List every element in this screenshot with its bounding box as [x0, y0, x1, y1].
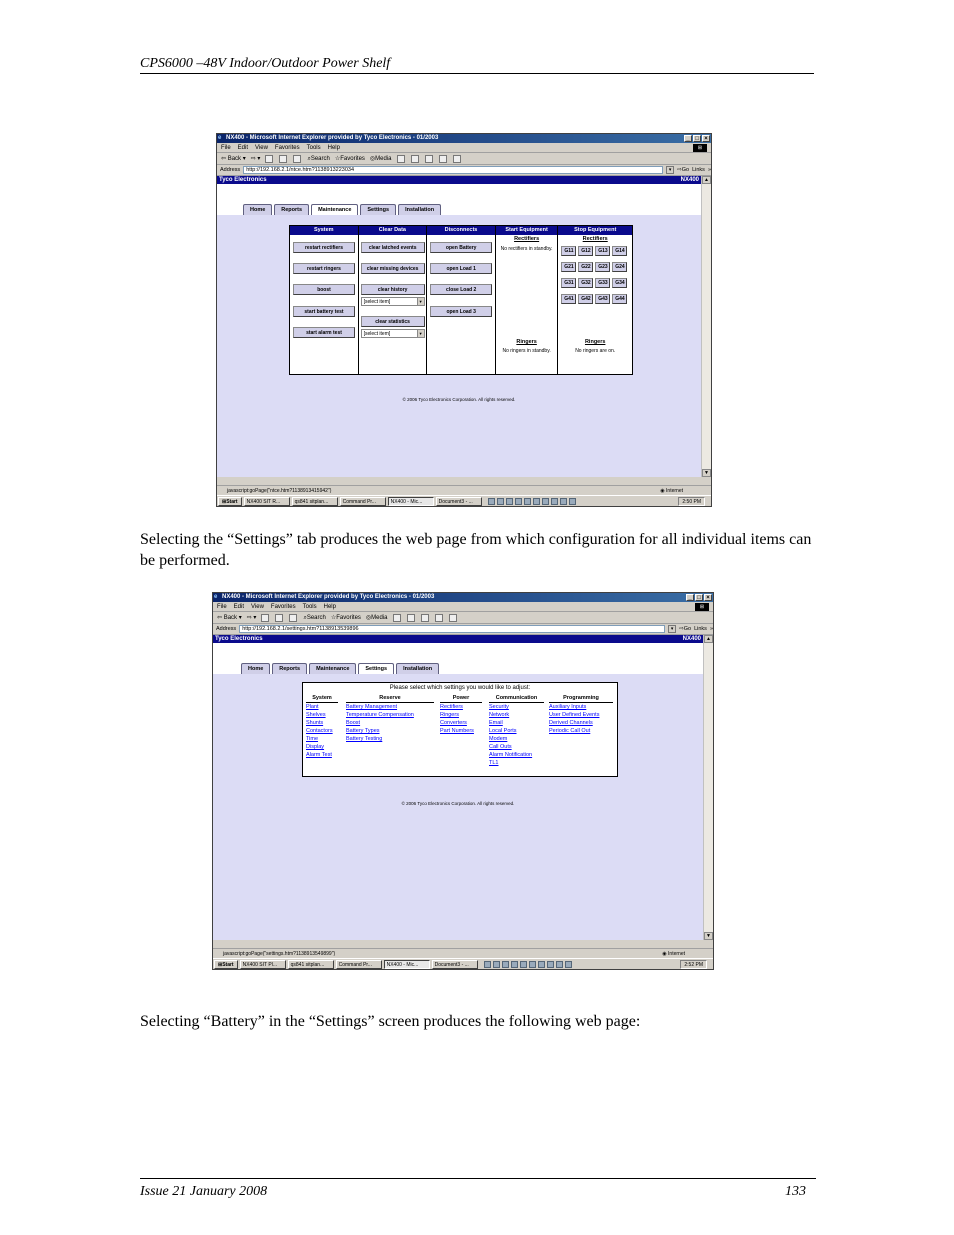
discuss-icon[interactable] [449, 614, 457, 622]
app-icon[interactable] [502, 961, 509, 968]
disconnects-column [427, 226, 496, 374]
nav-tabs [241, 663, 439, 674]
ringers-label: Ringers [584, 339, 606, 345]
taskbar-item[interactable]: NX400 SIT R... [244, 497, 290, 506]
copyright-text: © 2006 Tyco Electronics Corporation. All rights reserved. [402, 397, 516, 402]
app-icon[interactable] [551, 498, 558, 505]
restart-ringers-button[interactable]: restart ringers [293, 263, 355, 274]
refresh-icon[interactable] [275, 614, 283, 622]
scroll-up-icon[interactable]: ▲ [702, 176, 711, 184]
page-number: 133 [785, 1184, 806, 1199]
menu-edit[interactable]: Edit [233, 604, 245, 610]
rectifier-stop-button[interactable]: G14 [612, 246, 627, 256]
go-button[interactable]: ⇨Go [677, 166, 690, 173]
close-icon[interactable]: × [704, 594, 712, 601]
ie-icon: e [214, 594, 218, 600]
settings-link[interactable]: User Defined Events [549, 712, 600, 718]
settings-table [302, 682, 618, 777]
no-rectifiers-standby: No rectifiers in standby. [500, 246, 553, 252]
rectifier-stop-button[interactable]: G24 [612, 262, 627, 272]
product-name: NX400 [682, 636, 701, 642]
menu-favorites[interactable]: Favorites [274, 145, 300, 151]
rectifier-stop-button[interactable]: G41 [561, 294, 576, 304]
menu-favorites[interactable]: Favorites [270, 604, 296, 610]
settings-link[interactable]: Network [489, 712, 510, 718]
header-title: CPS6000 –48V Indoor/Outdoor Power Shelf [140, 56, 391, 71]
product-name: NX400 [680, 177, 699, 183]
settings-screenshot [212, 592, 714, 970]
rectifier-stop-button[interactable]: G34 [612, 278, 627, 288]
link-list [549, 703, 613, 735]
favorites-button[interactable]: ☆Favorites [330, 614, 361, 621]
column-header: Communication [489, 695, 544, 703]
scroll-down-icon[interactable]: ▼ [702, 469, 711, 477]
settings-link[interactable]: Time [306, 736, 319, 742]
favorites-button[interactable]: ☆Favorites [334, 155, 365, 162]
status-text: javascript:goPage("settings.htm?1138913549899") [223, 951, 336, 957]
link-list [306, 703, 338, 759]
ie-icon: e [218, 135, 222, 141]
tab-maintenance[interactable]: Maintenance [311, 204, 358, 215]
settings-link[interactable]: Battery Management [346, 704, 398, 710]
link-list [489, 703, 544, 767]
taskbar-item[interactable]: NX400 SIT Pl... [240, 960, 286, 969]
settings-link[interactable]: TL1 [489, 760, 499, 766]
settings-link[interactable]: Auxiliary Inputs [549, 704, 587, 710]
settings-prompt: Please select which settings you would like to adjust: [389, 685, 531, 691]
no-ringers-on: No ringers are on. [575, 348, 616, 354]
column-header: Reserve [346, 695, 434, 703]
menu-bar [217, 143, 711, 153]
settings-column-reserve [346, 695, 434, 743]
window-title: NX400 - Microsoft Internet Explorer provided by Tyco Electronics - 01/2003 [222, 594, 435, 600]
maintenance-screenshot [216, 133, 712, 507]
tab-home[interactable]: Home [241, 663, 270, 674]
stop-equipment-column [558, 226, 632, 374]
rectifier-stop-button[interactable]: G22 [578, 262, 593, 272]
column-header: Clear Data [359, 226, 427, 235]
vertical-scrollbar[interactable] [703, 635, 713, 940]
edit-icon[interactable] [439, 155, 447, 163]
settings-link[interactable]: Display [306, 744, 325, 750]
settings-column-communication [489, 695, 544, 767]
links-label[interactable]: Links [692, 166, 705, 173]
chevron-right-icon[interactable]: » [707, 166, 711, 173]
clear-statistics-button[interactable]: clear statistics [361, 316, 425, 327]
address-bar [217, 165, 711, 176]
settings-link[interactable]: Rectifiers [440, 704, 463, 710]
column-header: System [306, 695, 338, 703]
brand-name: Tyco Electronics [215, 636, 263, 642]
menu-tools[interactable]: Tools [306, 145, 321, 151]
taskbar-item[interactable]: NX400 - Mic... [388, 497, 434, 506]
home-icon[interactable] [293, 155, 301, 163]
no-ringers-standby: No ringers in standby. [502, 348, 551, 354]
go-button[interactable]: ⇨Go [679, 625, 692, 632]
taskbar-item[interactable]: qs841 sitplan... [292, 497, 338, 506]
maximize-icon[interactable]: □ [693, 135, 701, 142]
close-icon[interactable]: × [702, 135, 710, 142]
column-header: Start Equipment [496, 226, 558, 235]
settings-link[interactable]: Alarm Notification [489, 752, 533, 758]
app-icon[interactable] [488, 498, 495, 505]
open-battery-button[interactable]: open Battery [430, 242, 492, 253]
statistics-select[interactable]: [select item] ▼ [361, 329, 425, 338]
document-footer [140, 1178, 816, 1200]
settings-link[interactable]: Email [489, 720, 503, 726]
rectifier-stop-button[interactable]: G11 [561, 246, 576, 256]
taskbar-item[interactable]: Document3 - ... [436, 497, 482, 506]
address-bar [213, 624, 713, 635]
taskbar-item[interactable]: NX400 - Mic... [384, 960, 430, 969]
settings-link[interactable]: Part Numbers [440, 728, 474, 734]
back-button[interactable]: ⇦ Back ▾ [217, 614, 242, 621]
discuss-icon[interactable] [453, 155, 461, 163]
app-icon[interactable] [529, 961, 536, 968]
clock: 2:52 PM [680, 960, 707, 969]
window-title: NX400 - Microsoft Internet Explorer provided by Tyco Electronics - 01/2003 [226, 135, 439, 141]
media-button[interactable]: ◎Media [365, 614, 388, 621]
clear-missing-devices-button[interactable]: clear missing devices [361, 263, 425, 274]
quicklaunch-icons [488, 498, 576, 505]
rectifier-stop-button[interactable]: G12 [578, 246, 593, 256]
rectifiers-label: Rectifiers [582, 236, 608, 242]
settings-column-programming [549, 695, 613, 735]
tab-home[interactable]: Home [243, 204, 272, 215]
app-icon[interactable] [524, 498, 531, 505]
menu-view[interactable]: View [255, 145, 268, 151]
window-titlebar [213, 593, 713, 602]
rectifier-stop-button[interactable]: G44 [612, 294, 627, 304]
tab-reports[interactable]: Reports [272, 663, 307, 674]
rectifier-stop-button[interactable]: G42 [578, 294, 593, 304]
edit-icon[interactable] [435, 614, 443, 622]
page-content [213, 674, 703, 940]
app-icon[interactable] [497, 498, 504, 505]
links-label[interactable]: Links [694, 625, 707, 632]
taskbar [213, 958, 713, 969]
history-icon[interactable] [397, 155, 405, 163]
menu-bar [213, 602, 713, 612]
app-icon[interactable] [538, 961, 545, 968]
status-text: javascript:goPage("ntce.htm?1138913415942") [227, 488, 332, 494]
clear-history-button[interactable]: clear history [361, 284, 425, 295]
print-icon[interactable] [425, 155, 433, 163]
print-icon[interactable] [421, 614, 429, 622]
open-load-3-button[interactable]: open Load 3 [430, 306, 492, 317]
history-select[interactable]: [select item] ▼ [361, 297, 425, 306]
restart-rectifiers-button[interactable]: restart rectifiers [293, 242, 355, 253]
settings-link[interactable]: Modem [489, 736, 508, 742]
forward-icon[interactable]: ⇨ ▾ [246, 614, 257, 621]
app-icon[interactable] [569, 498, 576, 505]
maintenance-table [289, 225, 633, 375]
brand-bar [213, 635, 703, 643]
search-button[interactable]: ⌕Search [303, 614, 326, 621]
internet-zone: ◉ Internet [660, 488, 683, 494]
start-button[interactable]: ⊞Start [218, 497, 242, 506]
media-button[interactable]: ◎Media [369, 155, 392, 162]
settings-link[interactable]: Shelves [306, 712, 326, 718]
chevron-down-icon[interactable]: ▼ [417, 330, 424, 337]
footer-issue: Issue 21 January 2008 [140, 1184, 268, 1199]
app-icon[interactable] [560, 498, 567, 505]
settings-link[interactable]: Alarm Test [306, 752, 332, 758]
menu-file[interactable]: File [221, 145, 231, 151]
app-icon[interactable] [493, 961, 500, 968]
link-list [346, 703, 434, 743]
settings-link[interactable]: Converters [440, 720, 467, 726]
open-load-1-button[interactable]: open Load 1 [430, 263, 492, 274]
nav-tabs [243, 204, 441, 215]
settings-link[interactable]: Ringers [440, 712, 459, 718]
scroll-up-icon[interactable]: ▲ [704, 635, 713, 643]
minimize-icon[interactable]: _ [684, 135, 692, 142]
settings-link[interactable]: Battery Testing [346, 736, 383, 742]
close-load-2-button[interactable]: close Load 2 [430, 284, 492, 295]
start-equipment-column [496, 226, 559, 374]
settings-column-system [306, 695, 338, 759]
taskbar-item[interactable]: Command Pr... [340, 497, 386, 506]
brand-name: Tyco Electronics [219, 177, 267, 183]
search-button[interactable]: ⌕Search [307, 155, 330, 162]
back-button[interactable]: ⇦ Back ▾ [221, 155, 246, 162]
tab-reports[interactable]: Reports [274, 204, 309, 215]
taskbar [217, 495, 711, 506]
menu-tools[interactable]: Tools [302, 604, 317, 610]
settings-link[interactable]: Call Outs [489, 744, 512, 750]
app-icon[interactable] [515, 498, 522, 505]
refresh-icon[interactable] [279, 155, 287, 163]
address-input[interactable]: http://192.168.2.1/settings.htm?1138913539896 [239, 625, 665, 633]
app-icon[interactable] [565, 961, 572, 968]
app-icon[interactable] [533, 498, 540, 505]
internet-zone: ◉ Internet [662, 951, 685, 957]
taskbar-item[interactable]: Document3 - ... [432, 960, 478, 969]
home-icon[interactable] [289, 614, 297, 622]
scroll-down-icon[interactable]: ▼ [704, 932, 713, 940]
address-label: Address [220, 166, 241, 173]
paragraph: Selecting the “Settings” tab produces the web page from which configuration for all individual items can be performed. [140, 531, 812, 569]
column-header: Power [440, 695, 482, 703]
address-dropdown-icon[interactable]: ▾ [666, 166, 674, 174]
start-button[interactable]: ⊞Start [214, 960, 238, 969]
app-icon[interactable] [520, 961, 527, 968]
ringers-label: Ringers [516, 339, 537, 345]
menu-help[interactable]: Help [327, 145, 340, 151]
vertical-scrollbar[interactable] [701, 176, 711, 477]
tab-settings[interactable]: Settings [358, 663, 394, 674]
windows-logo-icon: ⊞ [695, 603, 709, 611]
app-icon[interactable] [542, 498, 549, 505]
page-content [217, 215, 701, 477]
rectifier-stop-button[interactable]: G43 [595, 294, 610, 304]
tab-settings[interactable]: Settings [360, 204, 396, 215]
column-header: System [290, 226, 358, 235]
toolbar [217, 153, 711, 165]
taskbar-item[interactable]: Command Pr... [336, 960, 382, 969]
rectifiers-label: Rectifiers [514, 236, 540, 242]
rectifier-stop-button[interactable]: G21 [561, 262, 576, 272]
tab-installation[interactable]: Installation [396, 663, 439, 674]
taskbar-item[interactable]: qs841 sitplan... [288, 960, 334, 969]
boost-button[interactable]: boost [293, 284, 355, 295]
brand-bar [217, 176, 701, 184]
app-icon[interactable] [506, 498, 513, 505]
link-list [440, 703, 482, 735]
column-header: Disconnects [427, 226, 495, 235]
rectifier-stop-button[interactable]: G23 [595, 262, 610, 272]
settings-link[interactable]: Derived Channels [549, 720, 593, 726]
menu-view[interactable]: View [251, 604, 264, 610]
app-icon[interactable] [547, 961, 554, 968]
address-dropdown-icon[interactable]: ▾ [668, 625, 676, 633]
menu-edit[interactable]: Edit [237, 145, 249, 151]
settings-link[interactable]: Contactors [306, 728, 333, 734]
clear-data-column [359, 226, 428, 374]
settings-link[interactable]: Boost [346, 720, 361, 726]
settings-link[interactable]: Plant [306, 704, 319, 710]
menu-help[interactable]: Help [323, 604, 336, 610]
settings-link[interactable]: Battery Types [346, 728, 380, 734]
settings-link[interactable]: Shunts [306, 720, 324, 726]
app-icon[interactable] [511, 961, 518, 968]
stop-icon[interactable] [261, 614, 269, 622]
clock: 2:50 PM [678, 497, 705, 506]
rectifier-stop-button[interactable]: G13 [595, 246, 610, 256]
column-header: Stop Equipment [558, 226, 632, 235]
stop-icon[interactable] [265, 155, 273, 163]
mail-icon[interactable] [411, 155, 419, 163]
tab-maintenance[interactable]: Maintenance [309, 663, 356, 674]
copyright-text: © 2006 Tyco Electronics Corporation. All rights reserved. [401, 801, 515, 806]
minimize-icon[interactable]: _ [686, 594, 694, 601]
paragraph: Selecting “Battery” in the “Settings” screen produces the following web page: [140, 1013, 641, 1030]
rectifier-stop-button[interactable]: G33 [595, 278, 610, 288]
column-header: Programming [549, 695, 613, 703]
forward-icon[interactable]: ⇨ ▾ [250, 155, 261, 162]
app-icon[interactable] [484, 961, 491, 968]
settings-link[interactable]: Temperature Compensation [346, 712, 414, 718]
clear-latched-events-button[interactable]: clear latched events [361, 242, 425, 253]
start-alarm-test-button[interactable]: start alarm test [293, 327, 355, 338]
status-bar [213, 948, 713, 958]
maximize-icon[interactable]: □ [695, 594, 703, 601]
settings-link[interactable]: Local Ports [489, 728, 517, 734]
mail-icon[interactable] [407, 614, 415, 622]
address-label: Address [216, 625, 237, 632]
quicklaunch-icons [484, 961, 572, 968]
start-battery-test-button[interactable]: start battery test [293, 306, 355, 317]
status-bar [217, 485, 711, 495]
chevron-right-icon[interactable]: » [709, 625, 713, 632]
settings-link[interactable]: Security [489, 704, 509, 710]
app-icon[interactable] [556, 961, 563, 968]
window-titlebar [217, 134, 711, 143]
document-header [140, 56, 814, 74]
tab-installation[interactable]: Installation [398, 204, 441, 215]
settings-link[interactable]: Periodic Call Out [549, 728, 591, 734]
menu-file[interactable]: File [217, 604, 227, 610]
history-icon[interactable] [393, 614, 401, 622]
system-column [290, 226, 359, 374]
address-input[interactable]: http://192.168.2.1/ntce.htm?1138913223034 [243, 166, 663, 174]
settings-column-power [440, 695, 482, 735]
rectifier-stop-button[interactable]: G32 [578, 278, 593, 288]
rectifier-stop-button[interactable]: G31 [561, 278, 576, 288]
toolbar [213, 612, 713, 624]
chevron-down-icon[interactable]: ▼ [417, 298, 424, 305]
windows-logo-icon: ⊞ [693, 144, 707, 152]
